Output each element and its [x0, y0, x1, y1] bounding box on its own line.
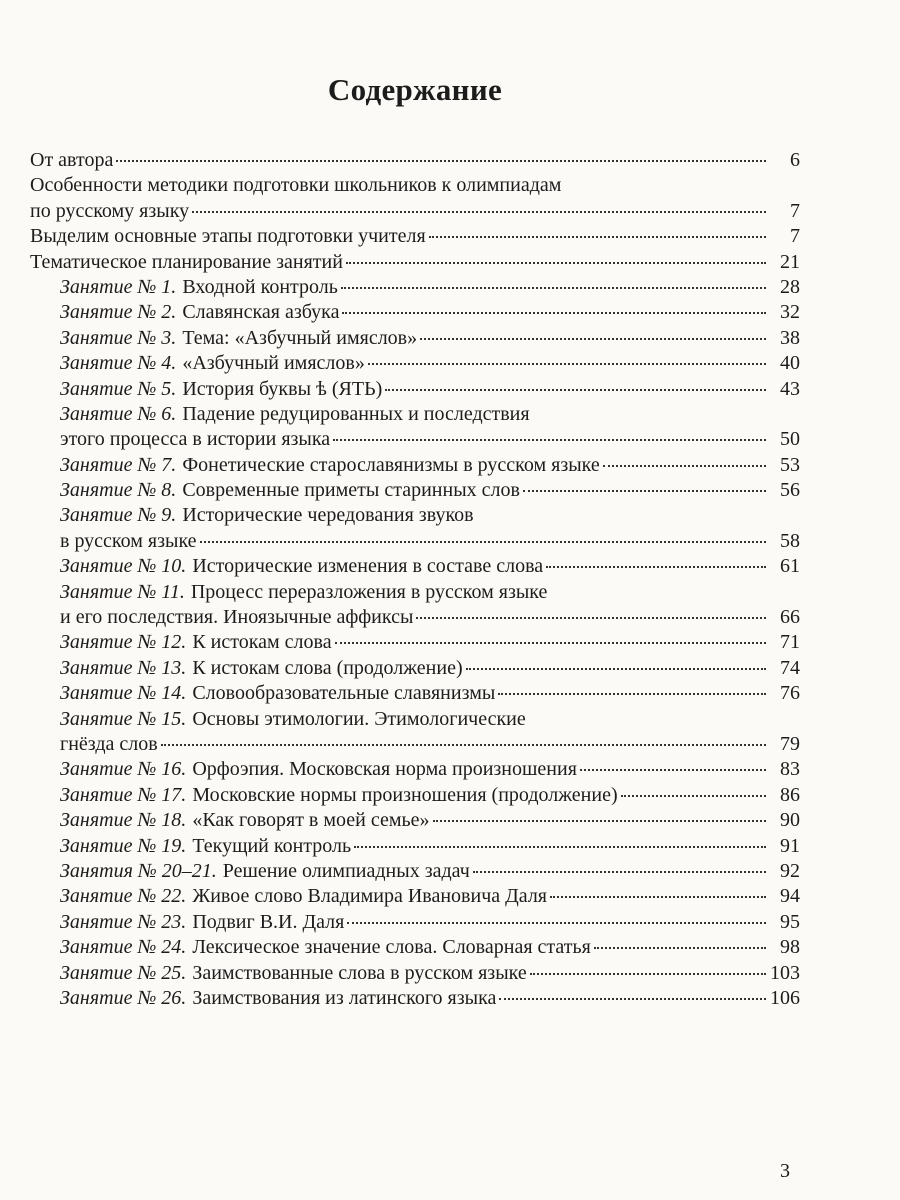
- toc-text: [60, 351, 365, 376]
- toc-text: [30, 148, 113, 173]
- toc-title: Славянская азбука: [182, 301, 340, 324]
- dot-leader: [346, 262, 766, 264]
- lesson-label: Занятие № 5.: [60, 377, 177, 400]
- dot-leader: [341, 287, 766, 289]
- toc-page-number: 86: [780, 783, 800, 806]
- lesson-label: Занятие № 11.: [60, 580, 185, 603]
- toc-entry: [30, 884, 800, 909]
- toc-entry: [30, 910, 800, 935]
- toc-title: Падение редуцированных и последствия: [182, 402, 530, 425]
- toc-text: [60, 910, 344, 935]
- toc-text: [60, 326, 417, 351]
- toc-title: «Как говорят в моей семье»: [192, 809, 430, 832]
- toc-line: [60, 935, 800, 960]
- toc-line: [60, 681, 800, 706]
- lesson-label: Занятие № 24.: [60, 936, 187, 959]
- toc-page-number: 7: [790, 225, 800, 248]
- lesson-label: Занятие № 4.: [60, 352, 177, 375]
- dot-leader: [200, 541, 766, 543]
- toc-text: [60, 427, 330, 452]
- toc-title: Тема: «Азбучный имяслов»: [182, 326, 418, 349]
- toc-line: [30, 250, 800, 275]
- toc-text: [60, 757, 577, 782]
- toc-text: [60, 708, 526, 730]
- toc-line: [60, 630, 800, 655]
- toc-page-number: 6: [790, 149, 800, 171]
- dot-leader: [603, 465, 766, 467]
- dot-leader: [473, 871, 766, 873]
- toc-page-number: 79: [780, 732, 800, 755]
- toc-title: Текущий контроль: [192, 834, 352, 857]
- toc-page-number: 91: [780, 834, 800, 857]
- toc-line: [30, 224, 800, 249]
- toc-text: [60, 834, 351, 859]
- toc-entry: [30, 503, 800, 554]
- toc-title: Решение олимпиадных задач: [222, 859, 470, 882]
- toc-entry: [30, 148, 800, 173]
- toc-line: [30, 199, 800, 224]
- toc-text: [60, 605, 413, 630]
- dot-leader: [116, 160, 766, 162]
- dot-leader: [594, 947, 766, 949]
- toc-entry: [30, 224, 800, 249]
- dot-leader: [546, 566, 766, 568]
- toc-text: [60, 529, 197, 554]
- toc-line: [60, 427, 800, 452]
- toc-title: по русскому языку: [30, 199, 190, 222]
- toc-page-number: 38: [780, 326, 800, 349]
- dot-leader: [523, 490, 766, 492]
- toc-title: Исторические изменения в составе слова: [192, 555, 544, 578]
- toc-entry: [30, 808, 800, 833]
- toc-line: [60, 707, 800, 732]
- toc-line: [60, 986, 800, 1011]
- toc-page-number: 95: [780, 910, 800, 933]
- toc-title: Живое слово Владимира Ивановича Даля: [192, 885, 547, 908]
- toc-title: гнёзда слов: [60, 732, 158, 755]
- toc-line: [60, 351, 800, 376]
- toc-line: [60, 910, 800, 935]
- toc-text: [60, 377, 382, 402]
- toc-entry: [30, 707, 800, 758]
- toc-entry: [30, 783, 800, 808]
- toc-title: «Азбучный имяслов»: [182, 352, 365, 375]
- toc-page-number: 94: [780, 885, 800, 908]
- toc-line: [60, 326, 800, 351]
- toc-page-number: 92: [780, 859, 800, 882]
- toc-page-number: 56: [780, 479, 800, 502]
- toc-line: [60, 300, 800, 325]
- toc-title: Особенности методики подготовки школьников к олимпиадам: [30, 174, 562, 197]
- dot-leader: [466, 668, 766, 670]
- toc-page-number: 50: [780, 428, 800, 451]
- toc-text: [60, 681, 495, 706]
- dot-leader: [385, 389, 766, 391]
- toc-line: [60, 503, 800, 528]
- toc-title: Входной контроль: [182, 275, 338, 298]
- toc-entry: [30, 757, 800, 782]
- toc-text: [60, 581, 547, 603]
- toc-title: и его последствия. Иноязычные аффиксы: [60, 606, 414, 629]
- toc-title: К истокам слова (продолжение): [192, 656, 463, 679]
- lesson-label: Занятие № 9.: [60, 504, 177, 527]
- lesson-label: Занятие № 10.: [60, 555, 187, 578]
- toc-entry: [30, 250, 800, 275]
- toc-page-number: 40: [780, 352, 800, 375]
- lesson-label: Занятие № 22.: [60, 885, 187, 908]
- lesson-label: Занятие № 6.: [60, 402, 177, 425]
- dot-leader: [499, 998, 766, 1000]
- lesson-label: Занятие № 12.: [60, 631, 187, 654]
- lesson-label: Занятие № 3.: [60, 326, 177, 349]
- toc-title: Заимствованные слова в русском языке: [192, 961, 527, 984]
- toc-title: в русском языке: [60, 529, 197, 552]
- lesson-label: Занятие № 25.: [60, 961, 187, 984]
- lesson-label: Занятие № 2.: [60, 301, 177, 324]
- toc-title: Орфоэпия. Московская норма произношения: [192, 758, 577, 781]
- toc-line: [60, 961, 800, 986]
- toc-line: [30, 173, 800, 198]
- toc-text: [30, 199, 189, 224]
- lesson-label: Занятие № 16.: [60, 758, 187, 781]
- toc-text: [60, 504, 474, 526]
- toc-line: [30, 148, 800, 173]
- toc-entry: [30, 300, 800, 325]
- toc-text: [30, 250, 343, 275]
- toc-text: [30, 224, 426, 249]
- dot-leader: [347, 922, 766, 924]
- toc-text: [60, 403, 530, 425]
- toc-page-number: 43: [780, 377, 800, 400]
- toc-title: История буквы ѣ (ЯТЬ): [182, 377, 383, 400]
- toc-entry: [30, 656, 800, 681]
- dot-leader: [580, 769, 766, 771]
- toc-line: [60, 554, 800, 579]
- dot-leader: [429, 236, 766, 238]
- toc-title: Фонетические старославянизмы в русском языке: [182, 453, 600, 476]
- toc-entry: [30, 630, 800, 655]
- toc-title: Исторические чередования звуков: [182, 504, 474, 527]
- dot-leader: [621, 795, 766, 797]
- toc-text: [60, 554, 543, 579]
- toc-title: Выделим основные этапы подготовки учителя: [30, 225, 426, 248]
- toc-entry: [30, 554, 800, 579]
- toc-page-number: 66: [780, 606, 800, 629]
- toc-title: Тематическое планирование занятий: [30, 250, 343, 273]
- toc-text: [60, 935, 591, 960]
- toc-line: [60, 453, 800, 478]
- toc-title: К истокам слова: [192, 631, 332, 654]
- toc-title: Московские нормы произношения (продолжение): [192, 783, 618, 806]
- toc-line: [60, 478, 800, 503]
- dot-leader: [368, 363, 766, 365]
- toc-page-number: 61: [780, 555, 800, 578]
- toc-line: [60, 402, 800, 427]
- toc-entry: [30, 478, 800, 503]
- toc-line: [60, 808, 800, 833]
- toc-page-number: 76: [780, 682, 800, 705]
- toc-text: [60, 453, 600, 478]
- toc-text: [60, 478, 520, 503]
- toc-text: [30, 174, 561, 196]
- dot-leader: [335, 642, 766, 644]
- toc-entry: [30, 580, 800, 631]
- toc-entry: [30, 351, 800, 376]
- toc-entry: [30, 453, 800, 478]
- toc-entry: [30, 402, 800, 453]
- toc-page-number: 21: [780, 250, 800, 273]
- toc-text: [60, 656, 463, 681]
- toc-text: [60, 859, 470, 884]
- toc-line: [60, 859, 800, 884]
- lesson-label: Занятия № 20–21.: [60, 859, 217, 882]
- toc-text: [60, 884, 547, 909]
- lesson-label: Занятие № 15.: [60, 707, 187, 730]
- toc-page-number: 74: [780, 656, 800, 679]
- page-number: 3: [780, 1160, 790, 1182]
- toc-page-number: 58: [780, 529, 800, 552]
- toc-text: [60, 275, 338, 300]
- toc-entry: [30, 377, 800, 402]
- dot-leader: [354, 846, 766, 848]
- toc-title: Лексическое значение слова. Словарная статья: [192, 936, 591, 959]
- toc-line: [60, 732, 800, 757]
- dot-leader: [161, 744, 766, 746]
- toc-title: Словообразовательные славянизмы: [192, 682, 496, 705]
- toc-line: [60, 757, 800, 782]
- toc-text: [60, 961, 527, 986]
- toc-title: Процесс переразложения в русском языке: [190, 580, 548, 603]
- toc-page-number: 98: [780, 936, 800, 959]
- dot-leader: [192, 211, 766, 213]
- toc-title: Основы этимологии. Этимологические: [192, 707, 526, 730]
- toc-entry: [30, 961, 800, 986]
- toc-entry: [30, 986, 800, 1011]
- dot-leader: [433, 820, 766, 822]
- toc-text: [60, 630, 332, 655]
- toc-page-number: 103: [770, 961, 800, 984]
- toc-line: [60, 783, 800, 808]
- toc-text: [60, 783, 618, 808]
- dot-leader: [550, 896, 766, 898]
- dot-leader: [498, 693, 766, 695]
- toc-title: Заимствования из латинского языка: [192, 986, 497, 1009]
- toc-text: [60, 300, 339, 325]
- toc-entry: [30, 326, 800, 351]
- toc-title: этого процесса в истории языка: [60, 428, 331, 451]
- toc-line: [60, 834, 800, 859]
- toc-text: [60, 808, 430, 833]
- toc-entry: [30, 859, 800, 884]
- toc-page-number: 53: [780, 453, 800, 476]
- toc-line: [60, 605, 800, 630]
- lesson-label: Занятие № 8.: [60, 479, 177, 502]
- toc-line: [60, 656, 800, 681]
- lesson-label: Занятие № 1.: [60, 275, 177, 298]
- lesson-label: Занятие № 7.: [60, 453, 177, 476]
- toc-entry: [30, 681, 800, 706]
- toc-line: [60, 377, 800, 402]
- dot-leader: [342, 312, 766, 314]
- table-of-contents: [30, 148, 800, 1011]
- toc-title: Подвиг В.И. Даля: [192, 910, 345, 933]
- toc-line: [60, 275, 800, 300]
- toc-line: [60, 580, 800, 605]
- toc-page-number: 83: [780, 758, 800, 781]
- toc-page-number: 90: [780, 809, 800, 832]
- dot-leader: [420, 338, 766, 340]
- toc-entry: [30, 173, 800, 224]
- lesson-label: Занятие № 14.: [60, 682, 187, 705]
- lesson-label: Занятие № 23.: [60, 910, 187, 933]
- toc-page-number: 106: [770, 986, 800, 1009]
- toc-text: [60, 732, 158, 757]
- toc-page-number: 71: [780, 631, 800, 654]
- toc-line: [60, 529, 800, 554]
- page-title: Содержание: [327, 72, 503, 107]
- lesson-label: Занятие № 26.: [60, 986, 187, 1009]
- dot-leader: [333, 439, 766, 441]
- toc-page-number: 7: [790, 199, 800, 222]
- lesson-label: Занятие № 19.: [60, 834, 187, 857]
- lesson-label: Занятие № 18.: [60, 809, 187, 832]
- toc-entry: [30, 275, 800, 300]
- toc-entry: [30, 834, 800, 859]
- dot-leader: [416, 617, 766, 619]
- toc-title: От автора: [30, 149, 114, 171]
- lesson-label: Занятие № 17.: [60, 783, 187, 806]
- toc-title: Современные приметы старинных слов: [182, 479, 520, 502]
- toc-page-number: 32: [780, 301, 800, 324]
- toc-entry: [30, 935, 800, 960]
- dot-leader: [530, 973, 766, 975]
- toc-page-number: 28: [780, 275, 800, 298]
- lesson-label: Занятие № 13.: [60, 656, 187, 679]
- toc-text: [60, 986, 496, 1011]
- toc-line: [60, 884, 800, 909]
